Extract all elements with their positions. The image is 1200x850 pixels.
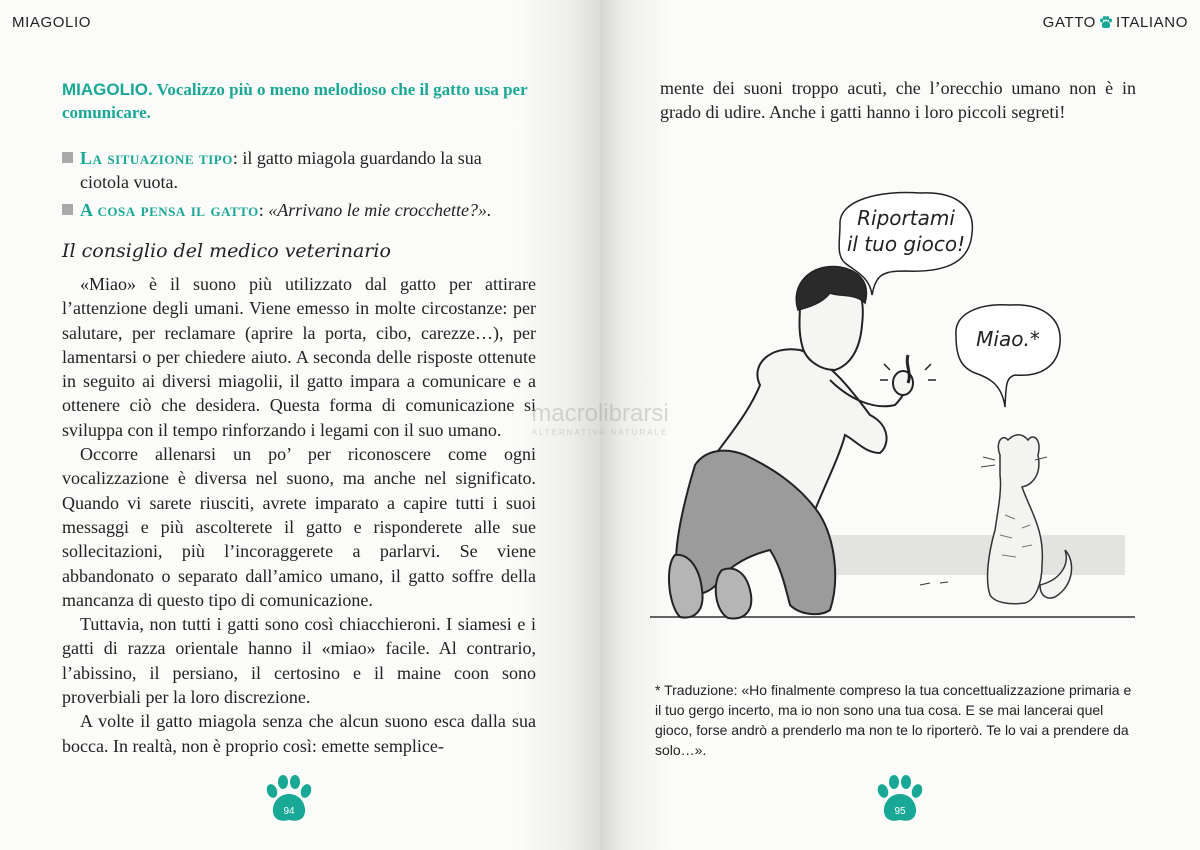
situation-label: La situazione tipo xyxy=(80,148,233,168)
watermark-sub: ALTERNATIVA NATURALE xyxy=(531,428,669,437)
vet-advice-heading: Il consiglio del medico veterinario xyxy=(62,240,391,262)
paragraph: Tuttavia, non tutti i gatti sono così chiacchieroni. I siamesi e i gatti di razza orientale hanno il «miao» facile. Al contrario, l’abissino, il persiano, il certosino e il maine coon sono proverbiali per la loro discrezione. xyxy=(62,614,536,708)
watermark xyxy=(500,400,700,437)
square-bullet-icon xyxy=(62,152,73,163)
running-head-right-1: GATTO xyxy=(1042,14,1096,31)
entry-heading xyxy=(62,78,552,124)
running-head-right xyxy=(1043,14,1188,31)
thinks-text: «Arrivano le mie crocchette?». xyxy=(268,200,492,220)
man-shoe-right xyxy=(716,569,752,619)
page-number: 95 xyxy=(894,806,906,817)
square-bullet-icon xyxy=(62,204,73,215)
cartoon-illustration xyxy=(650,185,1150,635)
footnote: * Traduzione: «Ho finalmente compreso la tua concettualizzazione primaria e il tuo gergo incerto, ma io non sono una tua cosa. E se mai lancerai quel gioco, forse andrò a prenderlo ma non te lo riporterò. Te lo vai a prendere da solo…». xyxy=(655,682,1132,758)
toy-icon xyxy=(907,355,909,383)
page-number-badge-left xyxy=(262,774,316,828)
paragraph: mente dei suoni troppo acuti, che l’orecchio umano non è in grado di udire. Anche i gatti hanno i loro piccoli segreti! xyxy=(660,78,1136,123)
paw-icon xyxy=(1099,16,1113,30)
paragraph: Occorre allenarsi un po’ per riconoscere come ogni vocalizzazione è diversa nel suono, ma anche nel significato. Quando vi sarete riusciti, avrete imparato a capire tutti i suoi messaggi e più ascolterete il gatto e risponderete alle sue sollecitazioni, più l’incoraggerete a parlarvi. Se viene abbandonato o separato dall’amico umano, il gatto soffre della mancanza di questo tipo di comunicazione. xyxy=(62,444,536,610)
watermark-main: macrolibrarsi xyxy=(531,400,669,427)
situation-bullet xyxy=(62,146,542,194)
ground-wash xyxy=(825,535,1125,575)
right-body-text xyxy=(660,76,1136,125)
cat-body xyxy=(988,435,1043,604)
paragraph: A volte il gatto miagola senza che alcun suono esca dalla sua bocca. In realtà, non è proprio così: emette semplice- xyxy=(62,711,536,756)
page-number-badge-right xyxy=(873,774,927,828)
bubble-text-cat: Miao.* xyxy=(976,327,1040,351)
entry-definition: Vocalizzo più o meno melodioso che il gatto usa per comunicare. xyxy=(62,80,528,122)
bubble-man-line-1: Riportami xyxy=(857,206,955,230)
running-head-left: MIAGOLIO xyxy=(12,14,91,31)
bubble-man-line-2: il tuo gioco! xyxy=(846,232,966,256)
thinks-colon: : xyxy=(258,200,269,220)
paw-icon xyxy=(262,774,316,828)
bubble-text-man xyxy=(840,205,972,257)
entry-term: MIAGOLIO. xyxy=(62,80,153,99)
speech-bubble-cat xyxy=(956,305,1060,407)
paw-icon xyxy=(873,774,927,828)
thinks-bullet xyxy=(62,198,542,222)
page-number: 94 xyxy=(283,806,295,817)
paragraph: «Miao» è il suono più utilizzato dal gatto per attirare l’attenzione degli umani. Viene emesso in molte circostanze: per salutare, per reclamare (aprire la porta, cibo, carezze…), per lamentarsi o per chiedere aiuto. A seconda delle risposte ottenute in seguito ai diversi miagolii, il gatto impara a comunicare e a ottenere ciò che desidera. Questa forma di comunicazione si sviluppa con il tempo rinforzando i legami con il suo umano. xyxy=(62,274,536,440)
situation-text-2: ciotola vuota. xyxy=(80,172,178,192)
thinks-label: A cosa pensa il gatto xyxy=(80,200,259,220)
running-head-right-2: ITALIANO xyxy=(1115,14,1188,31)
situation-text-1: : il gatto miagola guardando la sua xyxy=(232,148,482,168)
left-body-text xyxy=(62,272,536,758)
